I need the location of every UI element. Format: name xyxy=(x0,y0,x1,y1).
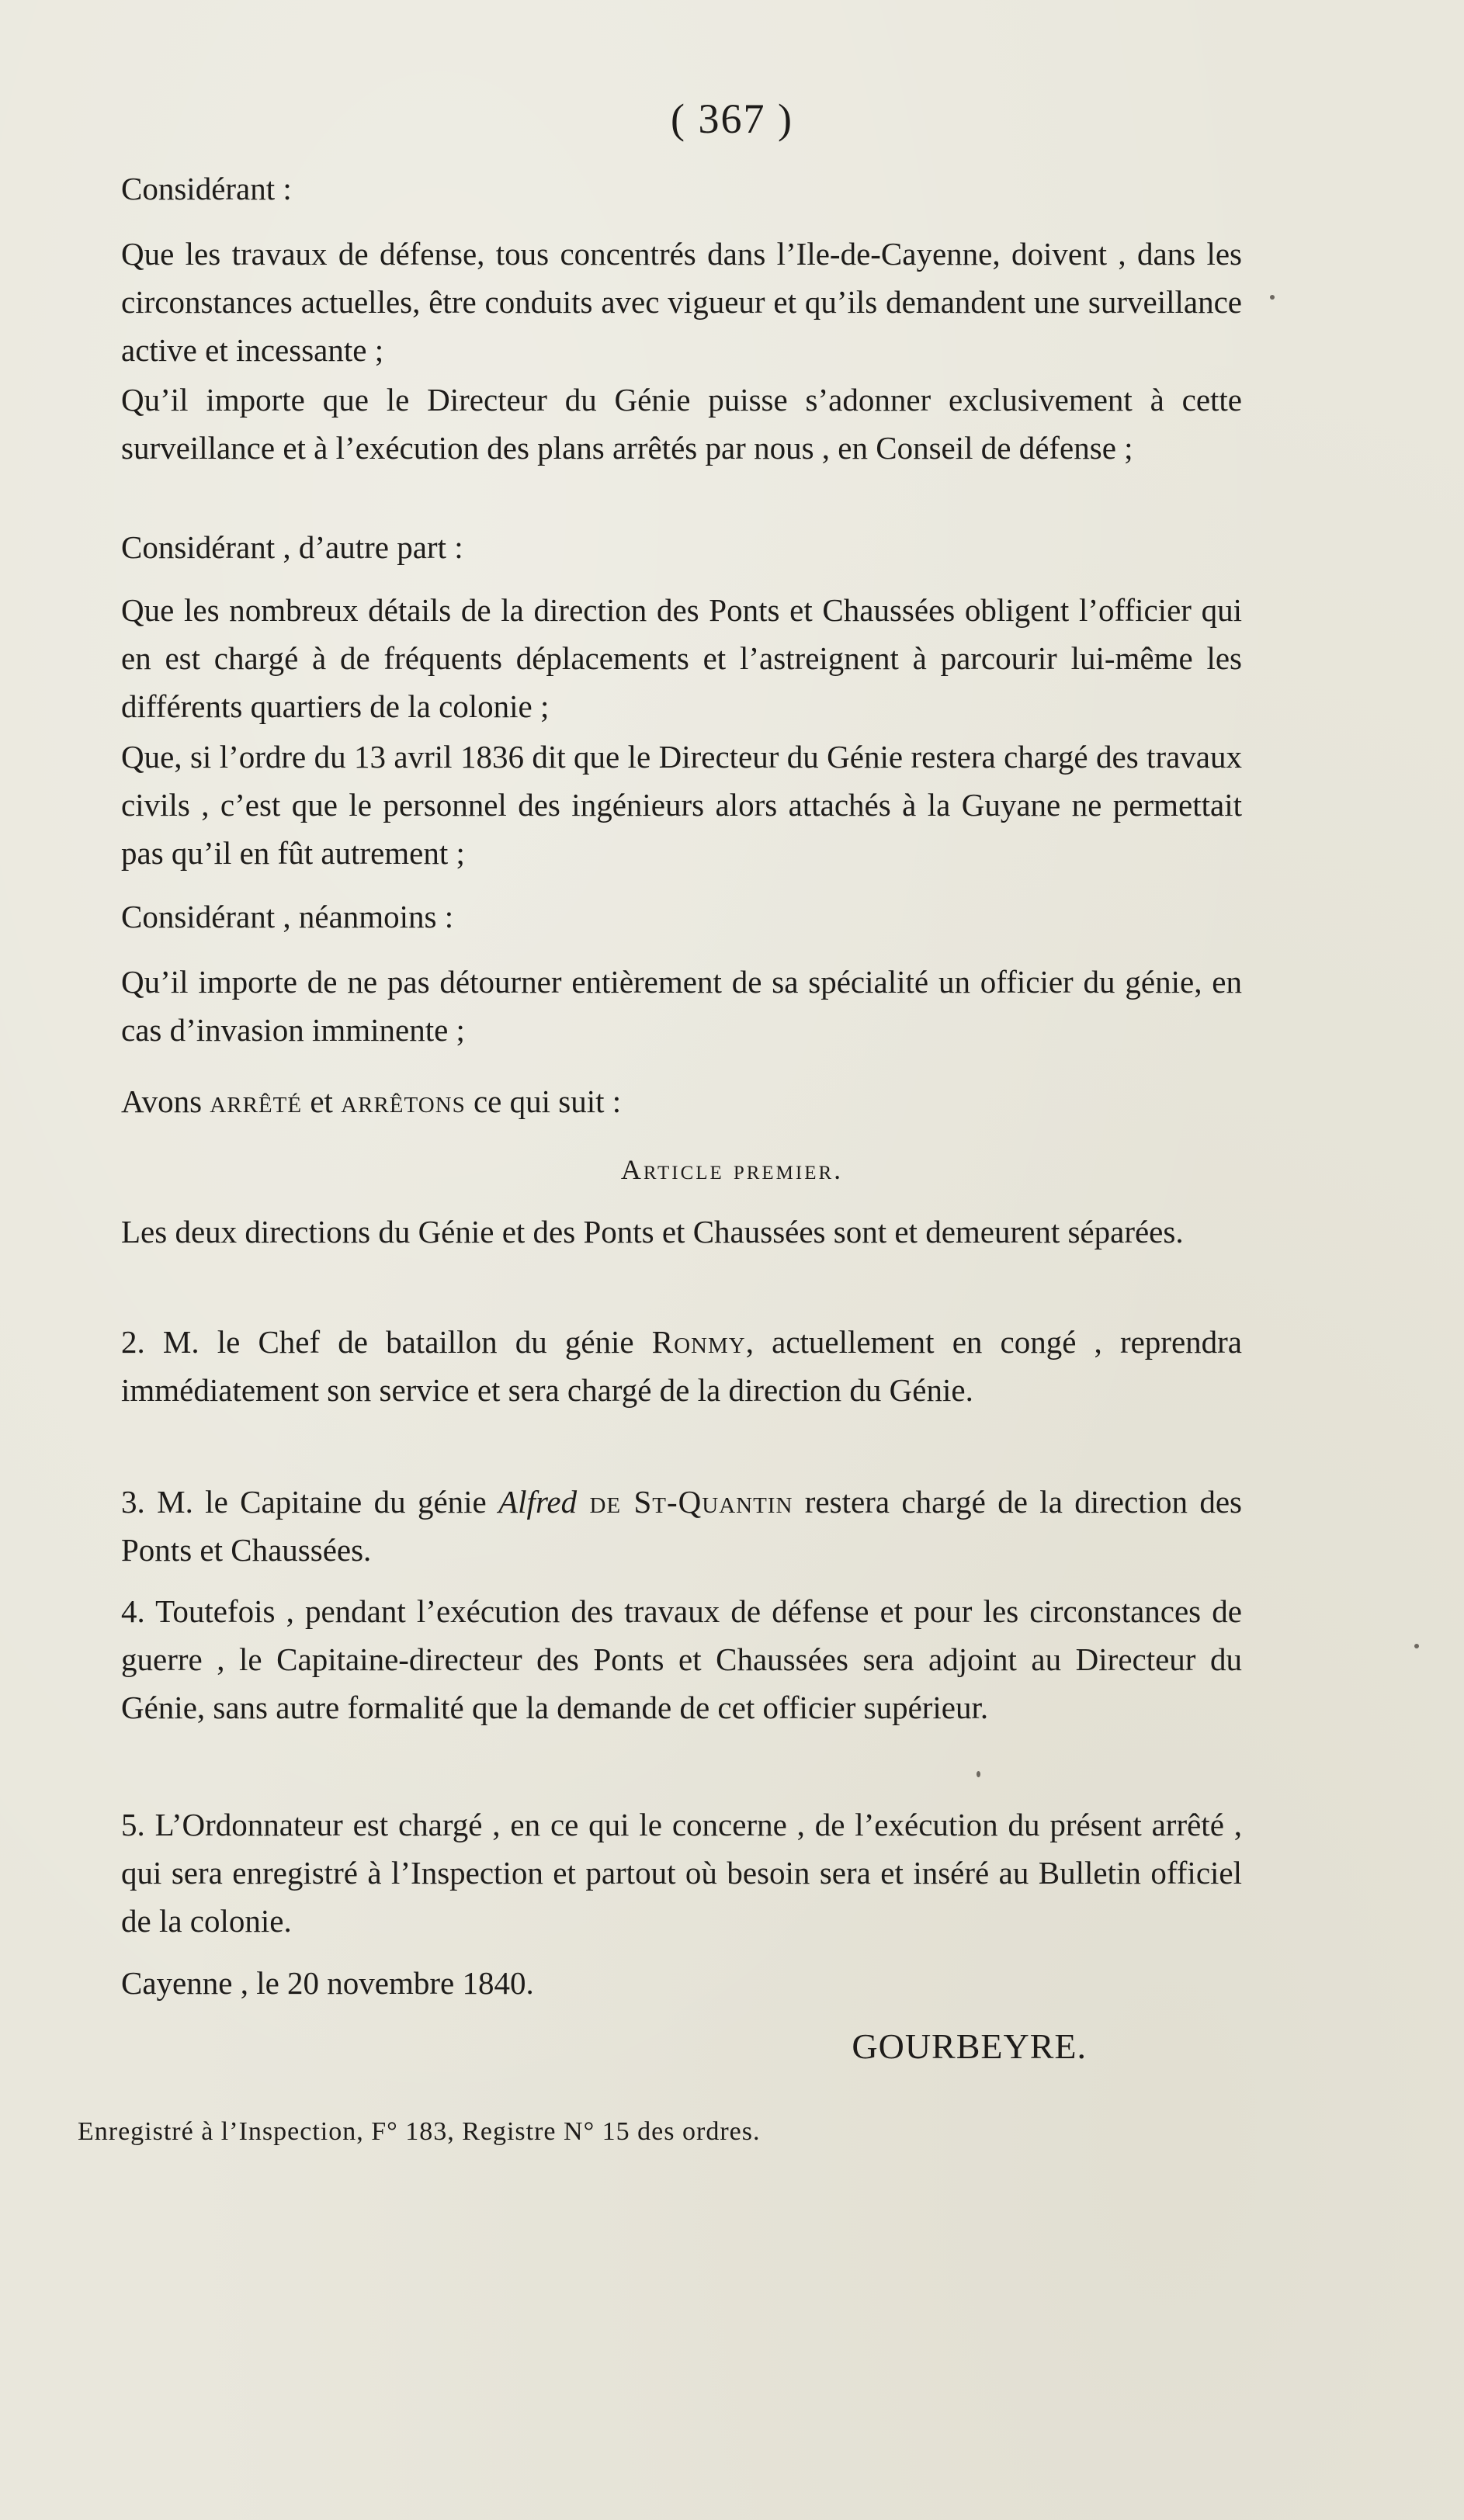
signature: GOURBEYRE. xyxy=(852,2026,1087,2066)
paragraph-ponts-chaussees xyxy=(121,586,1242,730)
article-text: Les deux directions du Génie et des Ponts et Chaussées sont et demeurent séparées. xyxy=(121,1214,1184,1250)
suit-text: ce qui suit : xyxy=(465,1083,622,1119)
article-text-a: 2. M. le Chef de bataillon du génie xyxy=(121,1324,652,1360)
paragraph-considerant-1: Considérant : xyxy=(121,171,292,206)
paragraph-text: Que, si l’ordre du 13 avril 1836 dit que le Directeur du Génie restera chargé des travaux civils , c’est que le personnel des ingénieurs alors attachés à la Guyane ne permettait pas qu’il en fût autrement ; xyxy=(121,739,1242,871)
paragraph-text: Qu’il importe que le Directeur du Génie puisse s’adonner exclusivement à cette surveillance et à l’exécution des plans arrêtés par nous , en Conseil de défense ; xyxy=(121,382,1242,466)
article-text-a: 3. M. le Capitaine du génie xyxy=(121,1484,499,1520)
ronmy-smallcaps: Ronmy xyxy=(651,1324,746,1360)
paper-speck xyxy=(977,1771,980,1777)
st-quantin-smallcaps: St-Quantin xyxy=(633,1484,793,1520)
paragraph-travaux-defense xyxy=(121,230,1242,374)
registration-note: Enregistré à l’Inspection, F° 183, Registre N° 15 des ordres. xyxy=(78,2117,761,2146)
article-text-e: restera chargé de la direction des Ponts et Chaussées. xyxy=(121,1484,1242,1568)
page-number: ( 367 ) xyxy=(671,95,793,142)
arrete-smallcaps: arrêté xyxy=(210,1083,303,1119)
paragraph-text: Que les travaux de défense, tous concentrés dans l’Ile-de-Cayenne, doivent , dans les circonstances actuelles, être conduits avec vigueur et qu’ils demandent une surveillance active et incessante ; xyxy=(121,236,1242,368)
paragraph-text: Que les nombreux détails de la direction des Ponts et Chaussées obligent l’officier qui en est chargé à de fréquents déplacements et l’astreignent à parcourir lui-même les différents quartiers de la colonie ; xyxy=(121,592,1242,724)
paragraph-directeur-genie xyxy=(121,376,1242,472)
arretons-smallcaps: arrêtons xyxy=(341,1083,466,1119)
avons-text: Avons xyxy=(121,1083,210,1119)
paper-speck xyxy=(1270,295,1275,300)
article-3 xyxy=(121,1478,1242,1574)
place-and-date: Cayenne , le 20 novembre 1840. xyxy=(121,1965,534,2001)
article-2 xyxy=(121,1318,1242,1414)
paragraph-considerant-2: Considérant , d’autre part : xyxy=(121,529,463,565)
article-heading: Article premier. xyxy=(620,1154,844,1185)
paragraph-specialite xyxy=(121,958,1242,1054)
paragraph-text: Qu’il importe de ne pas détourner entièrement de sa spécialité un officier du génie, en cas d’invasion imminente ; xyxy=(121,964,1242,1048)
article-5 xyxy=(121,1801,1242,1945)
paper-speck xyxy=(1414,1644,1419,1648)
paragraph-avons-arrete xyxy=(121,1077,1242,1125)
de-smallcaps: de xyxy=(577,1484,634,1520)
paragraph-considerant-3: Considérant , néanmoins : xyxy=(121,899,454,934)
article-1 xyxy=(121,1208,1242,1256)
article-text: 4. Toutefois , pendant l’exécution des travaux de défense et pour les circonstances de guerre , le Capitaine-directeur des Ponts et Chaussées sera adjoint au Directeur du Génie, sans autre formalité que la demande de cet officier supérieur. xyxy=(121,1593,1242,1725)
paragraph-ordre-1836 xyxy=(121,733,1242,877)
alfred-italic: Alfred xyxy=(498,1484,578,1520)
article-text: 5. L’Ordonnateur est chargé , en ce qui le concerne , de l’exécution du présent arrêté , qui sera enregistré à l’Inspection et partout où besoin sera et inséré au Bulletin officiel de la colonie. xyxy=(121,1807,1242,1939)
et-text: et xyxy=(302,1083,342,1119)
article-4 xyxy=(121,1587,1242,1731)
article-text-c: , actuellement en congé , reprendra immédiatement son service et sera chargé de la direction du Génie. xyxy=(121,1324,1242,1408)
